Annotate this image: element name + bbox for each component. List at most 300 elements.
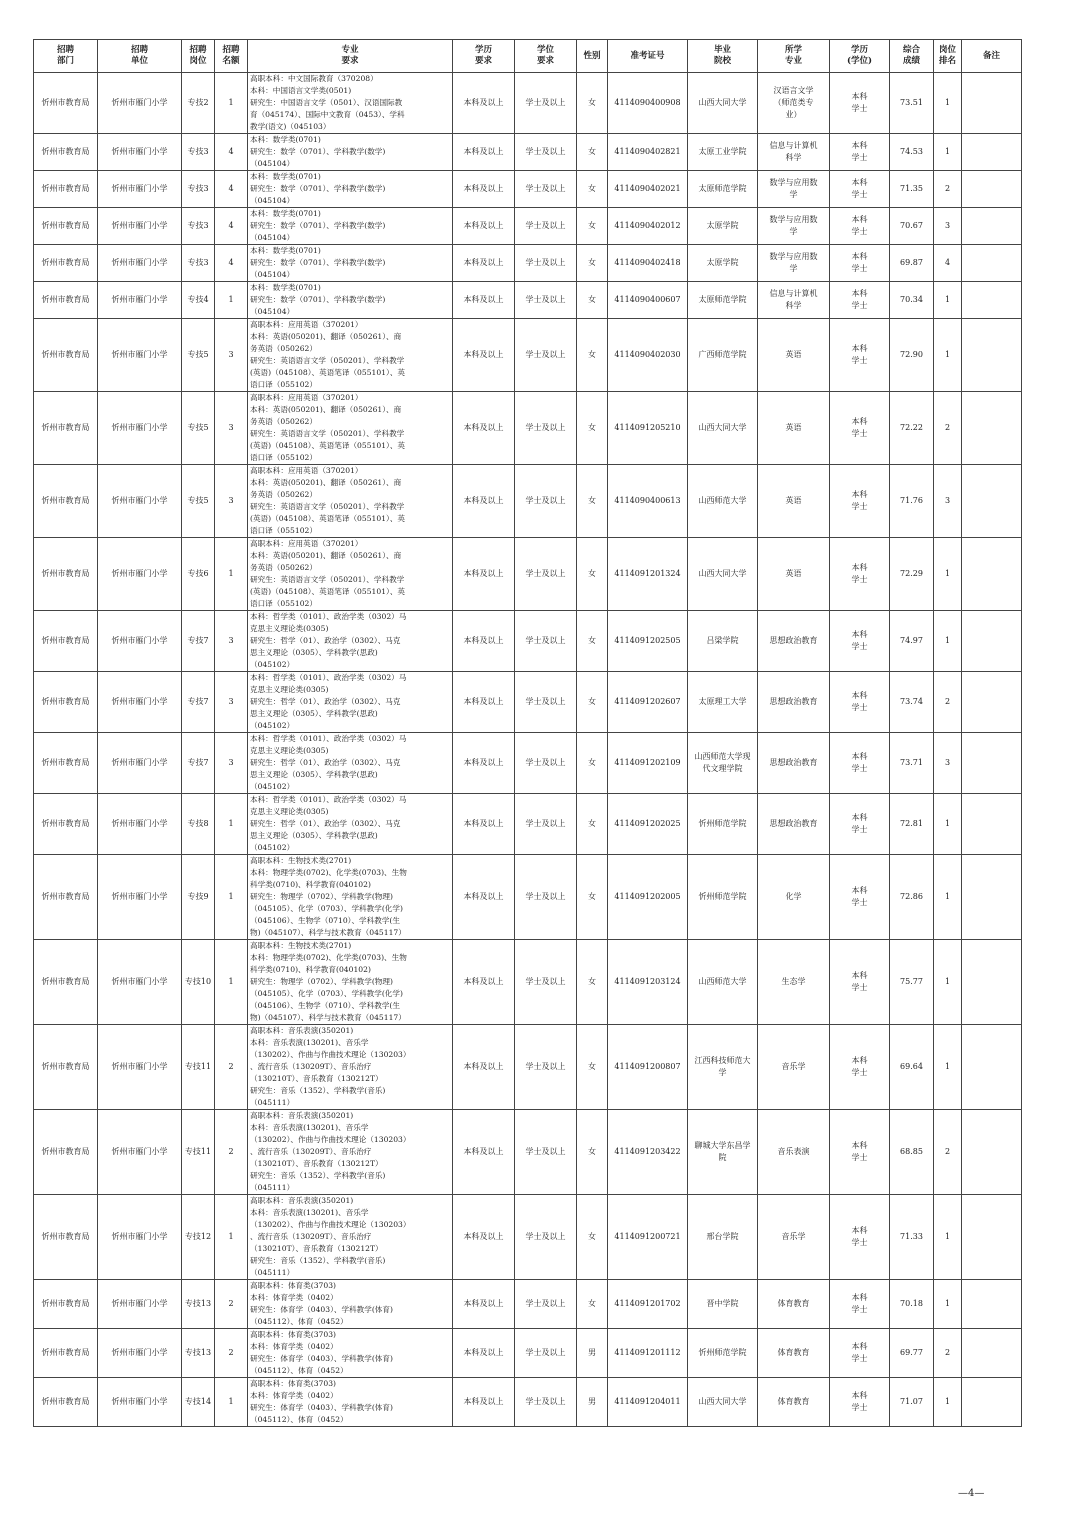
cell-quota: 1 — [215, 1378, 248, 1427]
cell-dept: 忻州市教育局 — [34, 733, 98, 794]
cell-school: 太原师范学院 — [688, 171, 758, 208]
cell-score: 74.53 — [890, 134, 934, 171]
cell-school: 山西师范大学现 代文理学院 — [688, 733, 758, 794]
cell-quota: 3 — [215, 319, 248, 392]
cell-degree-req: 学士及以上 — [515, 611, 577, 672]
cell-school: 太原学院 — [688, 208, 758, 245]
cell-edu-degree: 本科 学士 — [830, 1195, 890, 1280]
cell-remark — [962, 245, 1022, 282]
cell-score: 72.86 — [890, 855, 934, 940]
major-req-line: 研究生：英语语言文学（050201）、学科教学 — [250, 356, 405, 365]
major-req-line: 物)（045107）、科学与技术教育（045117） — [250, 1013, 406, 1022]
header-rank: 岗位 排名 — [934, 40, 962, 73]
major-req-line: （045104） — [250, 307, 295, 316]
cell-edu-req: 本科及以上 — [453, 1329, 515, 1378]
cell-major-req — [248, 319, 453, 392]
major-req-line: （045105）、化学（0703）、学科教学(化学) — [250, 904, 403, 913]
major-req-line: 高职本科：应用英语（370201） — [250, 393, 363, 402]
major-req-line: （045111） — [250, 1183, 295, 1192]
cell-school: 太原工业学院 — [688, 134, 758, 171]
cell-quota: 4 — [215, 208, 248, 245]
cell-dept: 忻州市教育局 — [34, 1280, 98, 1329]
cell-degree-req: 学士及以上 — [515, 672, 577, 733]
cell-degree-req: 学士及以上 — [515, 245, 577, 282]
cell-exam-id: 4114090402012 — [608, 208, 688, 245]
major-req-line: 本科：英语(050201)、翻译（050261）、商 — [250, 405, 402, 414]
cell-school: 山西大同大学 — [688, 73, 758, 134]
major-req-line: 高职本科：音乐表演(350201) — [250, 1026, 354, 1035]
major-req-line: 研究生：哲学（01）、政治学（0302）、马克 — [250, 758, 401, 767]
cell-dept: 忻州市教育局 — [34, 855, 98, 940]
cell-post: 专技13 — [182, 1329, 215, 1378]
major-req-line: 本科：数学类(0701) — [250, 209, 321, 218]
cell-degree-req: 学士及以上 — [515, 940, 577, 1025]
major-req-line: 务英语（050262） — [250, 344, 317, 353]
cell-unit: 忻州市雁门小学 — [98, 1378, 182, 1427]
cell-dept: 忻州市教育局 — [34, 672, 98, 733]
cell-gender: 女 — [577, 392, 608, 465]
cell-studied-major: 体育教育 — [758, 1280, 830, 1329]
cell-post: 专技12 — [182, 1195, 215, 1280]
cell-dept: 忻州市教育局 — [34, 282, 98, 319]
cell-post: 专技2 — [182, 73, 215, 134]
cell-rank: 1 — [934, 73, 962, 134]
cell-edu-req: 本科及以上 — [453, 1110, 515, 1195]
cell-edu-degree: 本科 学士 — [830, 1280, 890, 1329]
cell-score: 72.81 — [890, 794, 934, 855]
cell-unit: 忻州市雁门小学 — [98, 282, 182, 319]
cell-unit: 忻州市雁门小学 — [98, 392, 182, 465]
cell-studied-major: 思想政治教育 — [758, 672, 830, 733]
cell-gender: 女 — [577, 1195, 608, 1280]
cell-dept: 忻州市教育局 — [34, 611, 98, 672]
cell-degree-req: 学士及以上 — [515, 1025, 577, 1110]
major-req-line: （045104） — [250, 233, 295, 242]
cell-gender: 男 — [577, 1329, 608, 1378]
table-row — [34, 1378, 1022, 1427]
cell-edu-req: 本科及以上 — [453, 538, 515, 611]
cell-edu-degree: 本科 学士 — [830, 611, 890, 672]
cell-edu-req: 本科及以上 — [453, 855, 515, 940]
major-req-line: 研究生：哲学（01）、政治学（0302）、马克 — [250, 636, 401, 645]
cell-degree-req: 学士及以上 — [515, 1195, 577, 1280]
cell-dept: 忻州市教育局 — [34, 940, 98, 1025]
cell-post: 专技9 — [182, 855, 215, 940]
cell-quota: 4 — [215, 134, 248, 171]
cell-score: 71.07 — [890, 1378, 934, 1427]
major-req-line: （045104） — [250, 270, 295, 279]
cell-degree-req: 学士及以上 — [515, 1378, 577, 1427]
cell-studied-major: 音乐表演 — [758, 1110, 830, 1195]
cell-post: 专技7 — [182, 672, 215, 733]
major-req-line: （130210T）、音乐教育（130212T） — [250, 1159, 383, 1168]
cell-dept: 忻州市教育局 — [34, 208, 98, 245]
major-req-line: 务英语（050262） — [250, 490, 317, 499]
cell-edu-degree: 本科 学士 — [830, 855, 890, 940]
header-exam-id: 准考证号 — [608, 40, 688, 73]
cell-post: 专技3 — [182, 171, 215, 208]
cell-studied-major: 英语 — [758, 538, 830, 611]
cell-major-req — [248, 245, 453, 282]
cell-rank: 1 — [934, 794, 962, 855]
cell-school: 山西大同大学 — [688, 392, 758, 465]
cell-gender: 女 — [577, 733, 608, 794]
major-req-line: 本科：哲学类（0101）、政治学类（0302）马 — [250, 795, 407, 804]
cell-edu-degree: 本科 学士 — [830, 733, 890, 794]
cell-degree-req: 学士及以上 — [515, 733, 577, 794]
major-req-line: 研究生：体育学（0403）、学科教学(体育) — [250, 1305, 393, 1314]
major-req-line: 高职本科：音乐表演(350201) — [250, 1196, 354, 1205]
cell-major-req — [248, 1110, 453, 1195]
cell-quota: 2 — [215, 1280, 248, 1329]
cell-post: 专技11 — [182, 1110, 215, 1195]
major-req-line: 研究生：数学（0701）、学科教学(数学) — [250, 147, 386, 156]
major-req-line: 本科：数学类(0701) — [250, 172, 321, 181]
table-row — [34, 208, 1022, 245]
major-req-line: (英语)（045108）、英语笔译（055101）、英 — [250, 587, 406, 596]
cell-exam-id: 4114090400613 — [608, 465, 688, 538]
major-req-line: （045106）、生物学（0710）、学科教学(生 — [250, 916, 400, 925]
cell-gender: 女 — [577, 538, 608, 611]
cell-rank: 3 — [934, 208, 962, 245]
table-row — [34, 319, 1022, 392]
header-gender: 性别 — [577, 40, 608, 73]
cell-gender: 女 — [577, 171, 608, 208]
cell-edu-req: 本科及以上 — [453, 392, 515, 465]
cell-degree-req: 学士及以上 — [515, 282, 577, 319]
header-major-req: 专业 要求 — [248, 40, 453, 73]
cell-school: 广西师范学院 — [688, 319, 758, 392]
major-req-line: 本科：哲学类（0101）、政治学类（0302）马 — [250, 673, 407, 682]
cell-rank: 2 — [934, 1110, 962, 1195]
cell-exam-id: 4114091202109 — [608, 733, 688, 794]
cell-remark — [962, 392, 1022, 465]
major-req-line: 本科：英语(050201)、翻译（050261）、商 — [250, 551, 402, 560]
cell-exam-id: 4114091201112 — [608, 1329, 688, 1378]
cell-dept: 忻州市教育局 — [34, 245, 98, 282]
cell-dept: 忻州市教育局 — [34, 538, 98, 611]
cell-exam-id: 4114091201702 — [608, 1280, 688, 1329]
cell-unit: 忻州市雁门小学 — [98, 319, 182, 392]
major-req-line: （045102） — [250, 843, 295, 852]
major-req-line: 研究生：哲学（01）、政治学（0302）、马克 — [250, 819, 401, 828]
major-req-line: 高职本科：应用英语（370201） — [250, 466, 363, 475]
major-req-line: 本科：数学类(0701) — [250, 135, 321, 144]
cell-edu-degree: 本科 学士 — [830, 73, 890, 134]
cell-degree-req: 学士及以上 — [515, 171, 577, 208]
major-req-line: 研究生：体育学（0403）、学科教学(体育) — [250, 1403, 393, 1412]
cell-gender: 女 — [577, 672, 608, 733]
major-req-line: (英语)（045108）、英语笔译（055101）、英 — [250, 441, 406, 450]
cell-major-req — [248, 1329, 453, 1378]
cell-studied-major: 思想政治教育 — [758, 611, 830, 672]
cell-rank: 1 — [934, 1025, 962, 1110]
cell-remark — [962, 794, 1022, 855]
cell-degree-req: 学士及以上 — [515, 465, 577, 538]
cell-post: 专技6 — [182, 538, 215, 611]
major-req-line: 本科：音乐表演(130201)、音乐学 — [250, 1208, 369, 1217]
table-row — [34, 171, 1022, 208]
major-req-line: 克思主义理论类(0305) — [250, 807, 329, 816]
cell-unit: 忻州市雁门小学 — [98, 1195, 182, 1280]
major-req-line: 本科：体育学类（0402） — [250, 1342, 338, 1351]
cell-studied-major: 数学与应用数 学 — [758, 171, 830, 208]
major-req-line: 高职本科：生物技术类(2701) — [250, 941, 352, 950]
cell-quota: 1 — [215, 794, 248, 855]
table-row — [34, 1280, 1022, 1329]
cell-edu-req: 本科及以上 — [453, 465, 515, 538]
cell-unit: 忻州市雁门小学 — [98, 134, 182, 171]
major-req-line: 思主义理论（0305）、学科教学(思政) — [250, 831, 378, 840]
cell-remark — [962, 940, 1022, 1025]
cell-unit: 忻州市雁门小学 — [98, 794, 182, 855]
cell-unit: 忻州市雁门小学 — [98, 208, 182, 245]
cell-studied-major: 汉语言文学 （师范类专 业） — [758, 73, 830, 134]
cell-edu-req: 本科及以上 — [453, 672, 515, 733]
major-req-line: （045102） — [250, 660, 295, 669]
major-req-line: 本科：音乐表演(130201)、音乐学 — [250, 1123, 369, 1132]
cell-edu-req: 本科及以上 — [453, 73, 515, 134]
major-req-line: （045105）、化学（0703）、学科教学(化学) — [250, 989, 403, 998]
cell-unit: 忻州市雁门小学 — [98, 73, 182, 134]
major-req-line: （045106）、生物学（0710）、学科教学(生 — [250, 1001, 400, 1010]
cell-edu-req: 本科及以上 — [453, 208, 515, 245]
cell-major-req — [248, 538, 453, 611]
major-req-line: 研究生：音乐（1352）、学科教学(音乐) — [250, 1086, 386, 1095]
cell-score: 73.74 — [890, 672, 934, 733]
cell-rank: 4 — [934, 245, 962, 282]
cell-gender: 女 — [577, 940, 608, 1025]
cell-school: 忻州师范学院 — [688, 1329, 758, 1378]
cell-school: 山西大同大学 — [688, 1378, 758, 1427]
major-req-line: 高职本科：应用英语（370201） — [250, 320, 363, 329]
table-row — [34, 465, 1022, 538]
major-req-line: （130210T）、音乐教育（130212T） — [250, 1244, 383, 1253]
cell-gender: 女 — [577, 282, 608, 319]
cell-rank: 1 — [934, 611, 962, 672]
cell-gender: 女 — [577, 465, 608, 538]
cell-edu-req: 本科及以上 — [453, 282, 515, 319]
cell-unit: 忻州市雁门小学 — [98, 245, 182, 282]
cell-post: 专技7 — [182, 611, 215, 672]
header-score: 综合 成绩 — [890, 40, 934, 73]
cell-unit: 忻州市雁门小学 — [98, 1280, 182, 1329]
cell-post: 专技3 — [182, 208, 215, 245]
cell-major-req — [248, 1378, 453, 1427]
cell-post: 专技5 — [182, 465, 215, 538]
cell-dept: 忻州市教育局 — [34, 73, 98, 134]
major-req-line: 科学类(0710)、科学教育(040102) — [250, 880, 371, 889]
cell-gender: 女 — [577, 73, 608, 134]
cell-major-req — [248, 611, 453, 672]
cell-studied-major: 英语 — [758, 319, 830, 392]
cell-score: 72.22 — [890, 392, 934, 465]
major-req-line: 、流行音乐（130209T）、音乐治疗 — [250, 1062, 372, 1071]
table-row — [34, 855, 1022, 940]
cell-post: 专技3 — [182, 245, 215, 282]
major-req-line: 研究生：英语语言文学（050201）、学科教学 — [250, 575, 405, 584]
cell-score: 71.33 — [890, 1195, 934, 1280]
cell-degree-req: 学士及以上 — [515, 319, 577, 392]
major-req-line: （045104） — [250, 196, 295, 205]
cell-edu-degree: 本科 学士 — [830, 1329, 890, 1378]
cell-edu-degree: 本科 学士 — [830, 1378, 890, 1427]
cell-quota: 1 — [215, 1195, 248, 1280]
cell-rank: 1 — [934, 134, 962, 171]
cell-studied-major: 生态学 — [758, 940, 830, 1025]
cell-remark — [962, 1025, 1022, 1110]
cell-exam-id: 4114090402021 — [608, 171, 688, 208]
cell-score: 71.35 — [890, 171, 934, 208]
major-req-line: 思主义理论（0305）、学科教学(思政) — [250, 709, 378, 718]
major-req-line: 务英语（050262） — [250, 417, 317, 426]
major-req-line: 研究生：数学（0701）、学科教学(数学) — [250, 295, 386, 304]
cell-edu-req: 本科及以上 — [453, 733, 515, 794]
cell-edu-req: 本科及以上 — [453, 1195, 515, 1280]
cell-major-req — [248, 1025, 453, 1110]
cell-edu-degree: 本科 学士 — [830, 794, 890, 855]
cell-school: 山西师范大学 — [688, 465, 758, 538]
cell-unit: 忻州市雁门小学 — [98, 672, 182, 733]
cell-dept: 忻州市教育局 — [34, 134, 98, 171]
major-req-line: （130202）、作曲与作曲技术理论（130203） — [250, 1050, 411, 1059]
major-req-line: 克思主义理论类(0305) — [250, 624, 329, 633]
cell-remark — [962, 465, 1022, 538]
header-unit: 招聘 单位 — [98, 40, 182, 73]
cell-score: 71.76 — [890, 465, 934, 538]
cell-remark — [962, 134, 1022, 171]
cell-school: 太原理工大学 — [688, 672, 758, 733]
table-row — [34, 1025, 1022, 1110]
major-req-line: 高职本科：音乐表演(350201) — [250, 1111, 354, 1120]
major-req-line: 本科：体育学类（0402） — [250, 1391, 338, 1400]
cell-score: 73.51 — [890, 73, 934, 134]
cell-school: 江西科技师范大 学 — [688, 1025, 758, 1110]
major-req-line: 本科：物理学类(0702)、化学类(0703)、生物 — [250, 953, 407, 962]
major-req-line: 本科：音乐表演(130201)、音乐学 — [250, 1038, 369, 1047]
cell-rank: 1 — [934, 538, 962, 611]
major-req-line: 语口译（055102） — [250, 380, 317, 389]
cell-edu-degree: 本科 学士 — [830, 940, 890, 1025]
major-req-line: 科学类(0710)、科学教育(040102) — [250, 965, 371, 974]
cell-major-req — [248, 208, 453, 245]
major-req-line: （045112）、体育（0452） — [250, 1415, 348, 1424]
major-req-line: 思主义理论（0305）、学科教学(思政) — [250, 770, 378, 779]
cell-quota: 1 — [215, 940, 248, 1025]
cell-exam-id: 4114091203124 — [608, 940, 688, 1025]
major-req-line: 教学(语文)（045103） — [250, 122, 331, 131]
major-req-line: （045104） — [250, 159, 295, 168]
cell-major-req — [248, 73, 453, 134]
major-req-line: （130210T）、音乐教育（130212T） — [250, 1074, 383, 1083]
cell-exam-id: 4114090402821 — [608, 134, 688, 171]
cell-studied-major: 数学与应用数 学 — [758, 245, 830, 282]
cell-studied-major: 体育教育 — [758, 1329, 830, 1378]
cell-edu-degree: 本科 学士 — [830, 672, 890, 733]
table-row — [34, 538, 1022, 611]
header-school: 毕业 院校 — [688, 40, 758, 73]
cell-remark — [962, 1329, 1022, 1378]
cell-major-req — [248, 1195, 453, 1280]
cell-gender: 女 — [577, 611, 608, 672]
major-req-line: （130202）、作曲与作曲技术理论（130203） — [250, 1220, 411, 1229]
cell-post: 专技5 — [182, 319, 215, 392]
cell-post: 专技3 — [182, 134, 215, 171]
header-studied-major: 所学 专业 — [758, 40, 830, 73]
cell-quota: 4 — [215, 171, 248, 208]
major-req-line: 克思主义理论类(0305) — [250, 746, 329, 755]
header-post: 招聘 岗位 — [182, 40, 215, 73]
cell-degree-req: 学士及以上 — [515, 855, 577, 940]
cell-remark — [962, 1280, 1022, 1329]
cell-edu-req: 本科及以上 — [453, 1025, 515, 1110]
cell-dept: 忻州市教育局 — [34, 1378, 98, 1427]
cell-rank: 1 — [934, 1280, 962, 1329]
cell-edu-req: 本科及以上 — [453, 171, 515, 208]
header-row — [34, 40, 1022, 73]
cell-exam-id: 4114091204011 — [608, 1378, 688, 1427]
table-row — [34, 1195, 1022, 1280]
cell-exam-id: 4114091202005 — [608, 855, 688, 940]
table-row — [34, 245, 1022, 282]
major-req-line: 研究生：中国语言文学（0501）、汉语国际教 — [250, 98, 403, 107]
major-req-line: （045102） — [250, 721, 295, 730]
cell-post: 专技10 — [182, 940, 215, 1025]
cell-quota: 4 — [215, 245, 248, 282]
cell-score: 69.64 — [890, 1025, 934, 1110]
table-row — [34, 733, 1022, 794]
cell-rank: 1 — [934, 1195, 962, 1280]
cell-gender: 女 — [577, 208, 608, 245]
cell-quota: 2 — [215, 1110, 248, 1195]
cell-unit: 忻州市雁门小学 — [98, 940, 182, 1025]
cell-degree-req: 学士及以上 — [515, 392, 577, 465]
cell-remark — [962, 538, 1022, 611]
cell-degree-req: 学士及以上 — [515, 794, 577, 855]
cell-edu-degree: 本科 学士 — [830, 392, 890, 465]
cell-studied-major: 体育教育 — [758, 1378, 830, 1427]
cell-major-req — [248, 392, 453, 465]
major-req-line: 高职本科：体育类(3703) — [250, 1281, 336, 1290]
cell-degree-req: 学士及以上 — [515, 1280, 577, 1329]
major-req-line: 本科：英语(050201)、翻译（050261）、商 — [250, 332, 402, 341]
cell-school: 山西大同大学 — [688, 538, 758, 611]
cell-unit: 忻州市雁门小学 — [98, 538, 182, 611]
major-req-line: 本科：哲学类（0101）、政治学类（0302）马 — [250, 612, 407, 621]
cell-score: 69.87 — [890, 245, 934, 282]
cell-quota: 1 — [215, 282, 248, 319]
cell-school: 邢台学院 — [688, 1195, 758, 1280]
major-req-line: 高职本科：生物技术类(2701) — [250, 856, 352, 865]
table-row — [34, 282, 1022, 319]
header-remark: 备注 — [962, 40, 1022, 73]
cell-exam-id: 4114091202607 — [608, 672, 688, 733]
major-req-line: （045111） — [250, 1268, 295, 1277]
cell-school: 忻州师范学院 — [688, 794, 758, 855]
cell-rank: 2 — [934, 392, 962, 465]
cell-unit: 忻州市雁门小学 — [98, 1110, 182, 1195]
cell-dept: 忻州市教育局 — [34, 319, 98, 392]
cell-post: 专技7 — [182, 733, 215, 794]
cell-edu-req: 本科及以上 — [453, 319, 515, 392]
major-req-line: 研究生：音乐（1352）、学科教学(音乐) — [250, 1256, 386, 1265]
cell-degree-req: 学士及以上 — [515, 73, 577, 134]
cell-dept: 忻州市教育局 — [34, 465, 98, 538]
major-req-line: 本科：数学类(0701) — [250, 246, 321, 255]
table-row — [34, 1110, 1022, 1195]
cell-edu-req: 本科及以上 — [453, 940, 515, 1025]
cell-unit: 忻州市雁门小学 — [98, 1025, 182, 1110]
